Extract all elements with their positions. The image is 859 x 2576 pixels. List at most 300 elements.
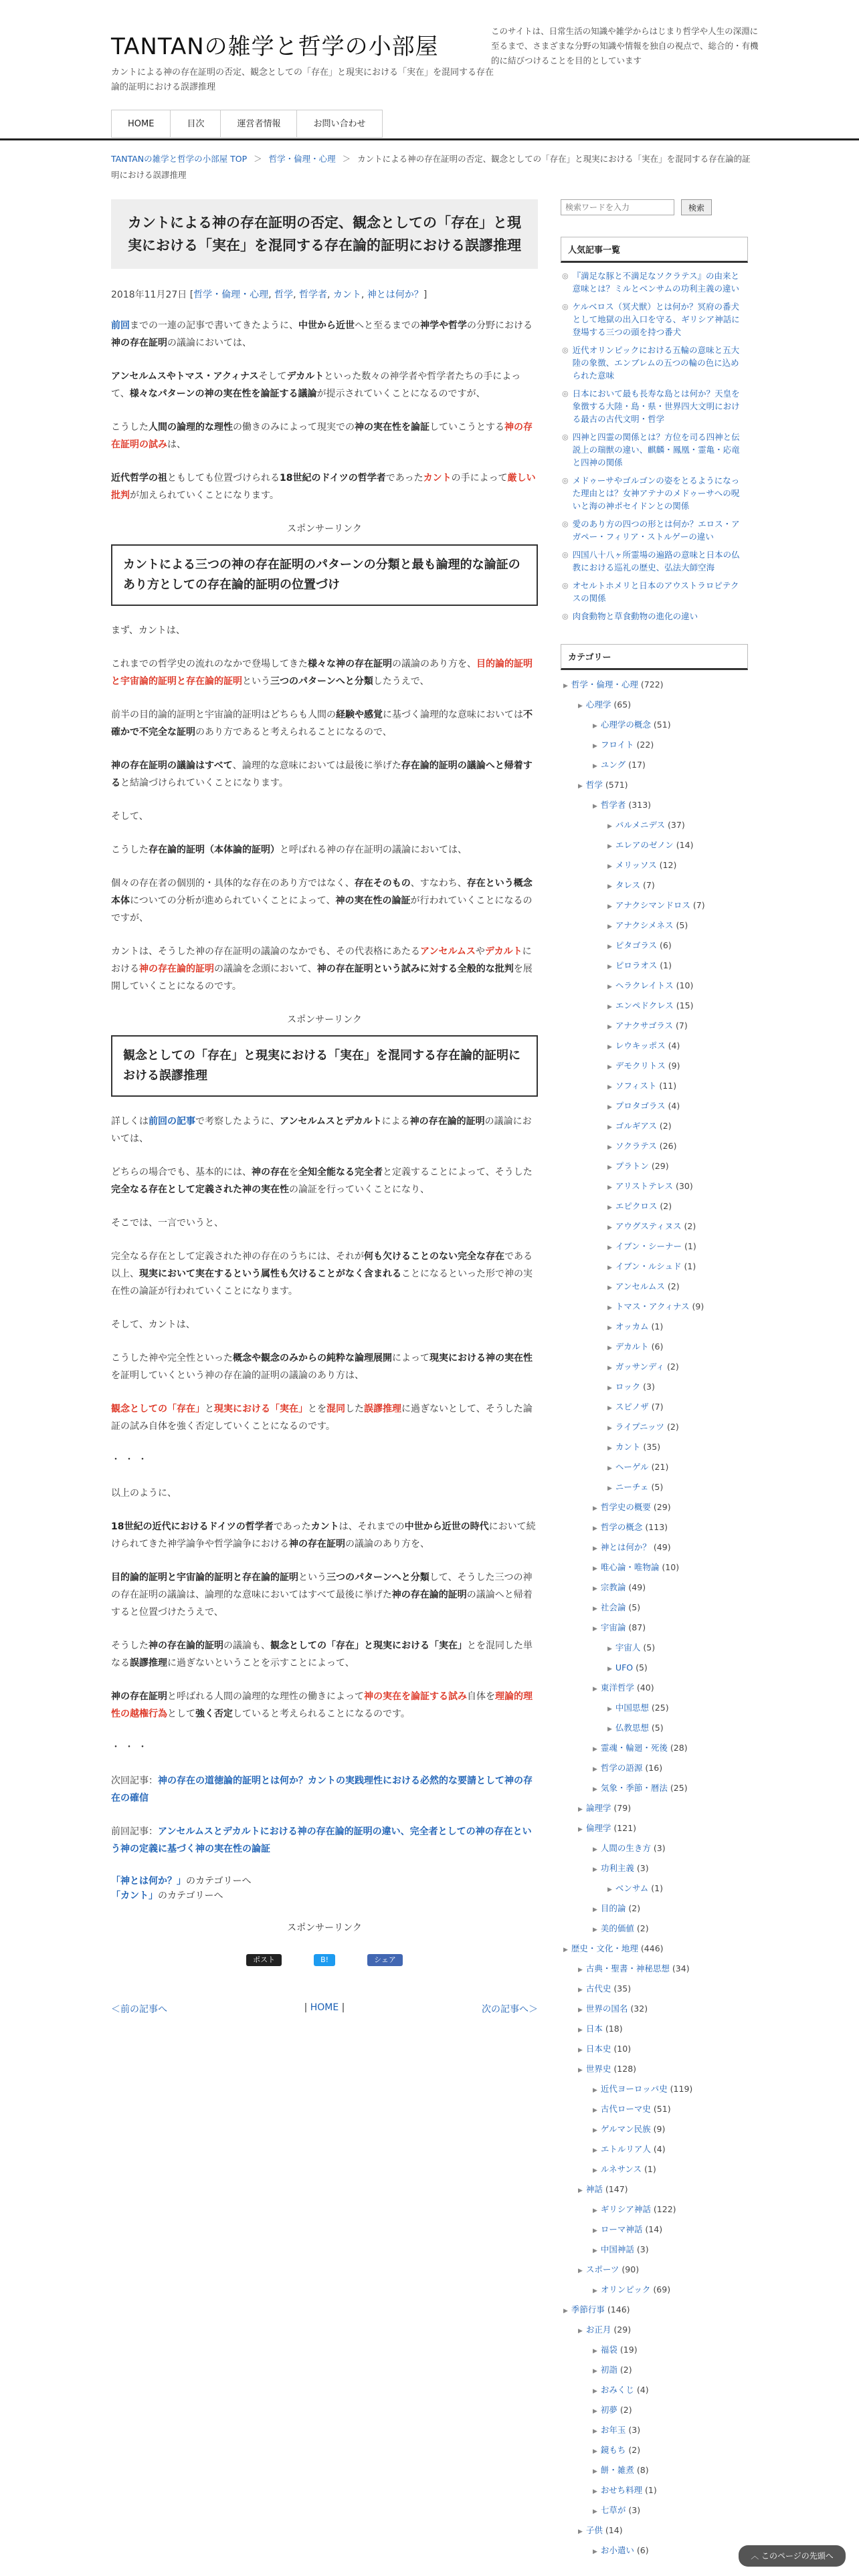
category-item: [563, 1317, 745, 1337]
category-item: [563, 1799, 745, 1819]
category-link[interactable]: 霊魂・輪廻・死後: [600, 1743, 668, 1753]
category-count: (21): [651, 1462, 669, 1472]
category-link[interactable]: 東洋哲学: [600, 1683, 634, 1693]
category-link[interactable]: 初詣: [600, 2365, 617, 2375]
category-count: (5): [676, 920, 688, 930]
site-about: このサイトは、日常生活の知識や雑学からはじまり哲学や人生の深淵に至るまで、さまざまな分野の知識や情報を独自の視点で、総合的・有機的に結びつけることを目的としています: [491, 26, 759, 66]
nav-home[interactable]: HOME: [111, 110, 171, 138]
popular-item: [562, 548, 747, 574]
sidebar: [561, 199, 748, 2561]
chevron-right-icon: ▶: [607, 1345, 612, 1352]
post-category-link[interactable]: カント: [332, 290, 361, 300]
category-link[interactable]: ベンサム: [615, 1883, 649, 1893]
popular-post-link[interactable]: 日本において最も長寿な島とは何か？天皇を象徴する大陸・島・県・世界四大文明における最古の古代文明・哲学: [572, 389, 740, 424]
popular-post-link[interactable]: ケルベロス（冥犬獣）とは何か？冥府の番犬として地獄の出入口を守る、ギリシア神話に登場する三つの頭を持つ番犬: [572, 302, 740, 337]
popular-post-link[interactable]: メドゥーサやゴルゴンの姿をとるようになった理由とは？女神アテナのメドゥーサへの呪いと海の神ポセイドンとの関係: [572, 475, 740, 511]
category-item: [563, 695, 745, 716]
category-count: (2): [684, 1221, 696, 1231]
category-count: (49): [653, 1542, 671, 1552]
chevron-right-icon: ▶: [607, 1044, 612, 1051]
category-item: [563, 796, 745, 816]
paragraph: 目的論的証明と宇宙論的証明と存在論的証明という三つのパターンへと分類して、そうした三つの神の存在証明の議論は、論理的な意味においてはすべて最後に挙げた神の存在論的証明の議論へと帰着すると位置づけたうえで、: [111, 1572, 533, 1618]
category-link[interactable]: ゲルマン民族: [600, 2124, 651, 2134]
chevron-right-icon: ▶: [593, 1525, 597, 1532]
category-link[interactable]: 心理学の概念: [600, 720, 651, 730]
category-link[interactable]: ロック: [615, 1382, 641, 1392]
chevron-right-icon: ▶: [593, 2147, 597, 2154]
category-item: [563, 2200, 745, 2220]
category-item: [563, 716, 745, 736]
chevron-right-icon: ▶: [607, 964, 612, 970]
category-count: (34): [672, 1963, 690, 1973]
chevron-right-icon: ▶: [593, 2468, 597, 2475]
category-count: (10): [613, 2044, 632, 2054]
site-header: [0, 0, 859, 140]
category-link[interactable]: エピクロス: [615, 1201, 658, 1211]
category-count: (128): [613, 2064, 637, 2074]
category-link[interactable]: 美的価値: [600, 1923, 634, 1933]
category-count: (2): [667, 1362, 679, 1372]
category-item: [563, 2361, 745, 2381]
category-link[interactable]: 社会論: [600, 1602, 626, 1612]
category-item: [563, 1558, 745, 1578]
category-link[interactable]: フロイト: [600, 740, 634, 750]
category-item: [563, 1297, 745, 1317]
category-count: (10): [662, 1562, 680, 1572]
popular-post-link[interactable]: 四神と四霊の関係とは？方位を司る四神と伝説上の瑞獣の違い、麒麟・鳳凰・霊亀・応竜と四神の関係: [572, 432, 740, 467]
nav-operator-info[interactable]: 運営者情報: [221, 110, 297, 138]
category-count: (6): [660, 940, 672, 950]
category-item: [563, 1418, 745, 1438]
category-link[interactable]: アリストテレス: [615, 1181, 674, 1191]
category-item: [563, 1578, 745, 1598]
category-link[interactable]: 哲学: [585, 780, 603, 790]
ellipsis: ・・・: [111, 1742, 151, 1753]
popular-post-link[interactable]: オセルトホメリと日本のアウストラロピテクスの関係: [572, 580, 739, 603]
category-item: [563, 1137, 745, 1157]
post-category-link[interactable]: 哲学・倫理・心理: [193, 290, 269, 300]
category-count: (3): [636, 1863, 649, 1873]
bullet-icon: ◎: [562, 346, 569, 354]
category-count: (4): [668, 1101, 680, 1111]
category-count: (16): [645, 1763, 663, 1773]
breadcrumb-top[interactable]: TANTANの雑学と哲学の小部屋 TOP: [111, 154, 248, 164]
chevron-right-icon: ▶: [593, 2288, 597, 2294]
chevron-right-icon: ▶: [607, 984, 612, 990]
category-link[interactable]: プラトン: [615, 1161, 649, 1171]
chevron-right-icon: ▶: [578, 703, 583, 710]
category-count: (4): [653, 2144, 666, 2154]
category-count: (1): [684, 1241, 696, 1251]
category-count: (6): [651, 1341, 664, 1352]
category-link[interactable]: 古典・聖書・神秘思想: [585, 1963, 670, 1973]
chevron-right-icon: ▶: [607, 1445, 612, 1452]
post-meta: 2018年11月27日 [哲学・倫理・心理, 哲学, 哲学者, カント, 神とは何か？]: [111, 290, 427, 300]
category-link-kant[interactable]: 「カント」: [111, 1891, 158, 1901]
chevron-right-icon: ▶: [607, 1385, 612, 1392]
paragraph: 完全なる存在として定義された神の存在のうちには、それが何も欠けることのない完全な存在である以上、現実において実在するという属性も欠けることがなく含まれることになるといった形で神の実在性の論証が行われていくことになります。: [111, 1251, 533, 1297]
chevron-right-icon: ▶: [607, 1726, 612, 1733]
category-link[interactable]: 日本: [585, 2024, 603, 2034]
category-link[interactable]: 福袋: [600, 2345, 617, 2355]
category-links: 「神とは何か？」のカテゴリーへ 「カント」のカテゴリーへ: [111, 1876, 252, 1901]
home-link[interactable]: HOME: [310, 2002, 339, 2013]
chevron-right-icon: ▶: [563, 2308, 568, 2315]
category-link[interactable]: ユング: [600, 760, 626, 770]
category-link[interactable]: デモクリトス: [615, 1061, 666, 1071]
category-link[interactable]: 餅・雑煮: [600, 2465, 634, 2475]
category-link[interactable]: オリンピック: [600, 2284, 651, 2294]
article: [111, 199, 538, 2016]
share-x-button[interactable]: ポスト: [246, 1954, 282, 1966]
category-item: [563, 1117, 745, 1137]
category-item: [563, 1257, 745, 1277]
category-link[interactable]: お正月: [585, 2325, 611, 2335]
chevron-right-icon: ▶: [593, 1927, 597, 1933]
category-item: [563, 2080, 745, 2100]
category-item: [563, 1458, 745, 1478]
category-link[interactable]: ローマ神話: [600, 2224, 643, 2234]
chevron-right-icon: ▶: [578, 2027, 583, 2034]
chevron-right-icon: ▶: [593, 1686, 597, 1693]
back-to-top-button[interactable]: ︿ このページの先頭へ: [739, 2545, 846, 2567]
category-link[interactable]: 目的論: [600, 1903, 626, 1913]
search-input[interactable]: [561, 199, 674, 215]
category-item: [563, 1177, 745, 1197]
category-link[interactable]: アナクシマンドロス: [615, 900, 690, 910]
popular-item: [562, 610, 747, 623]
post-category-link[interactable]: 神とは何か？: [367, 290, 423, 300]
chevron-right-icon: ▶: [593, 1586, 597, 1592]
chevron-right-icon: ▶: [607, 1104, 612, 1111]
category-count: (29): [651, 1161, 669, 1171]
category-link[interactable]: 日本史: [585, 2044, 611, 2054]
category-link[interactable]: 神話: [585, 2184, 603, 2194]
popular-item: [562, 270, 747, 295]
category-count: (5): [643, 1642, 656, 1652]
category-count: (5): [628, 1602, 641, 1612]
category-link[interactable]: 宇宙人: [615, 1642, 641, 1652]
category-item: [563, 2120, 745, 2140]
category-link[interactable]: 功利主義: [600, 1863, 634, 1873]
category-link[interactable]: オッカム: [615, 1321, 649, 1331]
chevron-right-icon: ▶: [578, 1806, 583, 1813]
site-title[interactable]: TANTANの雑学と哲学の小部屋: [111, 33, 439, 60]
category-link[interactable]: おみくじ: [600, 2385, 634, 2395]
popular-post-link[interactable]: 近代オリンピックにおける五輪の意味と五大陸の象徴、エンブレムの五つの輪の色に込められた意味: [572, 345, 740, 381]
category-link[interactable]: ヘラクレイトス: [615, 980, 674, 990]
widget-title: カテゴリー: [561, 644, 748, 670]
chevron-right-icon: ▶: [607, 1305, 612, 1311]
chevron-right-icon: ▶: [563, 1947, 568, 1953]
category-link[interactable]: パルメニデス: [615, 820, 666, 830]
post-category-link[interactable]: 哲学者: [299, 290, 327, 300]
category-count: (40): [636, 1683, 654, 1693]
category-link[interactable]: エンペドクレス: [615, 1000, 674, 1010]
chevron-right-icon: ▶: [578, 2187, 583, 2194]
category-link[interactable]: お小遣い: [600, 2545, 634, 2555]
share-hatena-button[interactable]: B!: [314, 1954, 335, 1966]
category-link[interactable]: ニーチェ: [615, 1482, 649, 1492]
chevron-right-icon: ▶: [607, 1666, 612, 1673]
chevron-right-icon: ▶: [578, 1967, 583, 1973]
category-link[interactable]: 子供: [585, 2525, 603, 2535]
category-count: (3): [628, 2505, 641, 2515]
popular-item: [562, 344, 747, 382]
paragraph: カントは、そうした神の存在証明の議論のなかでも、その代表格にあたるアンセルムスやデカルトにおける神の存在論的証明の議論を念頭において、神の存在証明という試みに対する全般的な批判を展開していくことになるのです。: [111, 946, 533, 992]
category-item: [563, 896, 745, 916]
chevron-right-icon: ▶: [607, 1224, 612, 1231]
category-link[interactable]: 宇宙論: [600, 1622, 626, 1632]
category-count: (32): [630, 2004, 648, 2014]
category-link[interactable]: 古代ローマ史: [600, 2104, 651, 2114]
category-link[interactable]: エレアのゼノン: [615, 840, 674, 850]
category-link[interactable]: 近代ヨーロッパ史: [600, 2084, 668, 2094]
category-item: [563, 1699, 745, 1719]
next-post-link[interactable]: 次の記事へ＞: [481, 2004, 538, 2015]
bullet-icon: ◎: [562, 520, 569, 528]
category-link[interactable]: トマス・アクィナス: [615, 1301, 690, 1311]
category-link[interactable]: アナクシメネス: [615, 920, 674, 930]
chevron-right-icon: ▶: [593, 2448, 597, 2455]
category-count: (1): [651, 1883, 664, 1893]
category-count: (2): [636, 1923, 649, 1933]
breadcrumb: [111, 151, 751, 183]
category-link[interactable]: 初夢: [600, 2405, 617, 2415]
category-link[interactable]: 倫理学: [585, 1823, 611, 1833]
category-link[interactable]: 人間の生き方: [600, 1843, 651, 1853]
category-item: [563, 1498, 745, 1518]
category-item: [563, 1277, 745, 1297]
category-item: [563, 1739, 745, 1759]
chevron-right-icon: ▶: [607, 1064, 612, 1071]
category-link[interactable]: 哲学の語源: [600, 1763, 643, 1773]
category-item: [563, 2060, 745, 2080]
category-count: (5): [636, 1662, 648, 1673]
category-link[interactable]: ヘーゲル: [615, 1462, 649, 1472]
post-title: カントによる神の存在証明の否定、観念としての「存在」と現実における「実在」を混同する存在論的証明における誤謬推理: [111, 199, 538, 269]
category-item: [563, 836, 745, 856]
category-link-god[interactable]: 「神とは何か？」: [111, 1876, 186, 1887]
chevron-right-icon: ▶: [607, 883, 612, 890]
bullet-icon: ◎: [562, 476, 569, 485]
category-item: [563, 2220, 745, 2240]
category-link[interactable]: ピロラオス: [615, 960, 658, 970]
category-item: [563, 956, 745, 976]
breadcrumb-category[interactable]: 哲学・倫理・心理: [268, 154, 336, 164]
chevron-right-icon: ▶: [578, 1826, 583, 1833]
chevron-right-icon: ▶: [607, 843, 612, 850]
category-count: (3): [643, 1382, 655, 1392]
category-link[interactable]: アナクサゴラス: [615, 1021, 674, 1031]
chevron-right-icon: ▶: [607, 1004, 612, 1010]
popular-post-link[interactable]: 肉食動物と草食動物の進化の違い: [572, 611, 698, 621]
chevron-right-icon: ▶: [607, 1084, 612, 1091]
chevron-right-icon: ▶: [607, 1646, 612, 1652]
category-item: [563, 1658, 745, 1679]
category-link[interactable]: 哲学史の概要: [600, 1502, 651, 1512]
category-item: [563, 1919, 745, 1939]
category-link[interactable]: 歴史・文化・地理: [571, 1943, 638, 1953]
category-count: (122): [653, 2204, 676, 2214]
prev-post-link[interactable]: ＜前の記事へ: [111, 2004, 167, 2015]
category-link[interactable]: 古代史: [585, 1983, 611, 1994]
post-pager: [111, 2002, 538, 2016]
popular-item: [562, 474, 747, 512]
category-link[interactable]: アンセルムス: [615, 1281, 665, 1291]
chevron-right-icon: ▶: [607, 1285, 612, 1291]
category-link[interactable]: 哲学者: [600, 800, 626, 810]
category-count: (1): [660, 960, 672, 970]
category-count: (4): [636, 2385, 649, 2395]
category-count: (51): [653, 720, 671, 730]
paragraph: こうした神や完全性といった概念や観念のみからの純粋な論理展開によって現実における神の実在性を証明していくという神の存在論的証明の議論のあり方は、: [111, 1353, 533, 1381]
category-count: (2): [660, 1201, 672, 1211]
category-link[interactable]: 哲学・倫理・心理: [571, 679, 638, 689]
category-link[interactable]: お年玉: [600, 2425, 626, 2435]
paragraph: まず、カントは、: [111, 625, 185, 636]
category-item: [563, 1819, 745, 1839]
category-link[interactable]: ソフィスト: [615, 1081, 657, 1091]
category-count: (146): [607, 2304, 630, 2315]
category-link[interactable]: プロタゴラス: [615, 1101, 666, 1111]
widget-title: 人気記事一覧: [561, 237, 748, 263]
chevron-right-icon: ▶: [593, 2087, 597, 2094]
popular-post-link[interactable]: 愛のあり方の四つの形とは何か？エロス・アガペー・フィリア・ストルゲーの違い: [572, 519, 740, 542]
category-item: [563, 776, 745, 796]
chevron-right-icon: ▶: [607, 1405, 612, 1412]
category-count: (2): [619, 2365, 632, 2375]
category-link[interactable]: アウグスティヌス: [615, 1221, 682, 1231]
category-item: [563, 2401, 745, 2421]
chevron-right-icon: ▶: [607, 1706, 612, 1713]
category-link[interactable]: ルネサンス: [600, 2164, 642, 2174]
category-item: [563, 2481, 745, 2501]
prev-article-link[interactable]: 前回: [111, 320, 130, 331]
category-item: [563, 2541, 745, 2561]
category-item: [563, 1077, 745, 1097]
category-count: (9): [653, 2124, 666, 2134]
bullet-icon: ◎: [562, 550, 569, 559]
search-button[interactable]: 検索: [681, 199, 712, 215]
category-item: [563, 2160, 745, 2180]
category-count: (79): [613, 1803, 632, 1813]
category-link[interactable]: 世界の国名: [585, 2004, 628, 2014]
category-link[interactable]: 季節行事: [571, 2304, 605, 2315]
category-link[interactable]: ソクラテス: [615, 1141, 657, 1151]
category-link[interactable]: 鏡もち: [600, 2445, 626, 2455]
category-item: [563, 2321, 745, 2341]
category-item: [563, 1598, 745, 1618]
category-link[interactable]: デカルト: [615, 1341, 649, 1352]
category-link[interactable]: ゴルギアス: [615, 1121, 657, 1131]
chevron-right-icon: ▶: [578, 2529, 583, 2535]
category-link[interactable]: スピノザ: [615, 1402, 649, 1412]
category-link[interactable]: スポーツ: [585, 2264, 619, 2274]
category-link[interactable]: イブン・ルシュド: [615, 1261, 682, 1271]
category-link[interactable]: イブン・シーナー: [615, 1241, 682, 1251]
chevron-right-icon: ▶: [607, 1325, 612, 1331]
nav-contact[interactable]: お問い合わせ: [297, 110, 382, 138]
chevron-right-icon: ▶: [607, 903, 612, 910]
category-link[interactable]: カント: [615, 1442, 641, 1452]
category-item: [563, 1478, 745, 1498]
category-link[interactable]: エトルリア人: [600, 2144, 651, 2154]
category-link[interactable]: 哲学の概念: [600, 1522, 643, 1532]
category-link[interactable]: ピタゴラス: [615, 940, 658, 950]
share-facebook-button[interactable]: シェア: [367, 1954, 403, 1966]
category-item: [563, 1518, 745, 1538]
post-category-link[interactable]: 哲学: [274, 290, 294, 300]
prev-article-link[interactable]: アンセルムスとデカルトにおける神の存在論的証明の違い、完全者としての神の存在という神の定義に基づく神の実在性の論証: [111, 1826, 532, 1854]
category-count: (25): [670, 1783, 688, 1793]
category-link[interactable]: タレス: [615, 880, 641, 890]
category-link[interactable]: 七草が: [600, 2505, 626, 2515]
popular-item: [562, 579, 747, 605]
category-item: [563, 856, 745, 876]
category-count: (2): [619, 2405, 632, 2415]
category-item: [563, 736, 745, 756]
category-link[interactable]: 仏教思想: [615, 1723, 649, 1733]
category-count: (446): [640, 1943, 664, 1953]
category-link[interactable]: メリッソス: [615, 860, 657, 870]
next-article-link[interactable]: 神の存在の道徳論的証明とは何か？カントの実践理性における必然的な要請として神の存在の確信: [111, 1776, 533, 1804]
category-item: [563, 1538, 745, 1558]
chevron-right-icon: ▶: [593, 1606, 597, 1612]
sponsor-label: スポンサーリンク: [287, 1014, 362, 1025]
category-count: (1): [645, 2485, 657, 2495]
category-link[interactable]: 中国神話: [600, 2244, 634, 2254]
category-count: (7): [676, 1021, 688, 1031]
category-link[interactable]: 気象・季節・暦法: [600, 1783, 668, 1793]
chevron-right-icon: ▶: [593, 1866, 597, 1873]
category-link[interactable]: 中国思想: [615, 1703, 649, 1713]
paragraph: これまでの哲学史の流れのなかで登場してきた様々な神の存在証明の議論のあり方を、目的論的証明と宇宙論的証明と存在論的証明という三つのパターンへと分類したうえで、: [111, 659, 533, 687]
popular-post-link[interactable]: 四国八十八ヶ所霊場の遍路の意味と日本の仏教における巡礼の歴史、弘法大師空海: [572, 550, 740, 572]
category-item: [563, 1779, 745, 1799]
chevron-right-icon: ▶: [607, 1485, 612, 1492]
category-link[interactable]: ギリシア神話: [600, 2204, 651, 2214]
category-link[interactable]: ライプニッツ: [615, 1422, 665, 1432]
category-link[interactable]: 世界史: [585, 2064, 611, 2074]
category-link[interactable]: おせち料理: [600, 2485, 643, 2495]
section-heading: 観念としての「存在」と現実における「実在」を混同する存在論的証明における誤謬推理: [111, 1035, 538, 1097]
category-link[interactable]: UFO: [615, 1662, 634, 1673]
category-link[interactable]: 神とは何か？: [600, 1542, 651, 1552]
category-item: [563, 1237, 745, 1257]
category-count: (15): [676, 1000, 694, 1010]
category-count: (113): [645, 1522, 668, 1532]
category-link[interactable]: レウキッポス: [615, 1041, 666, 1051]
category-link[interactable]: 宗教論: [600, 1582, 626, 1592]
chevron-right-icon: ▶: [593, 1907, 597, 1913]
category-link[interactable]: ガッサンディ: [615, 1362, 665, 1372]
category-count: (69): [653, 2284, 671, 2294]
popular-post-link[interactable]: 『満足な豚と不満足なソクラテス』の由来と意味とは？ミルとベンサムの功利主義の違い: [572, 271, 739, 294]
chevron-right-icon: ▶: [607, 1184, 612, 1191]
category-link[interactable]: 論理学: [585, 1803, 611, 1813]
category-link[interactable]: 心理学: [585, 700, 611, 710]
category-link[interactable]: 唯心論・唯物論: [600, 1562, 660, 1572]
category-item: [563, 2100, 745, 2120]
sponsor-label: スポンサーリンク: [287, 524, 362, 534]
nav-contents[interactable]: 目次: [171, 110, 221, 138]
paragraph: 神の存在証明の議論はすべて、論理的な意味においては最後に挙げた存在論的証明の議論へと帰着すると結論づけられていくことになります。: [111, 760, 533, 788]
chevron-right-icon: ▶: [593, 1846, 597, 1853]
category-count: (35): [643, 1442, 661, 1452]
pager-home: | HOME |: [304, 2002, 345, 2013]
prev-article-link[interactable]: 前回の記事: [149, 1116, 195, 1127]
